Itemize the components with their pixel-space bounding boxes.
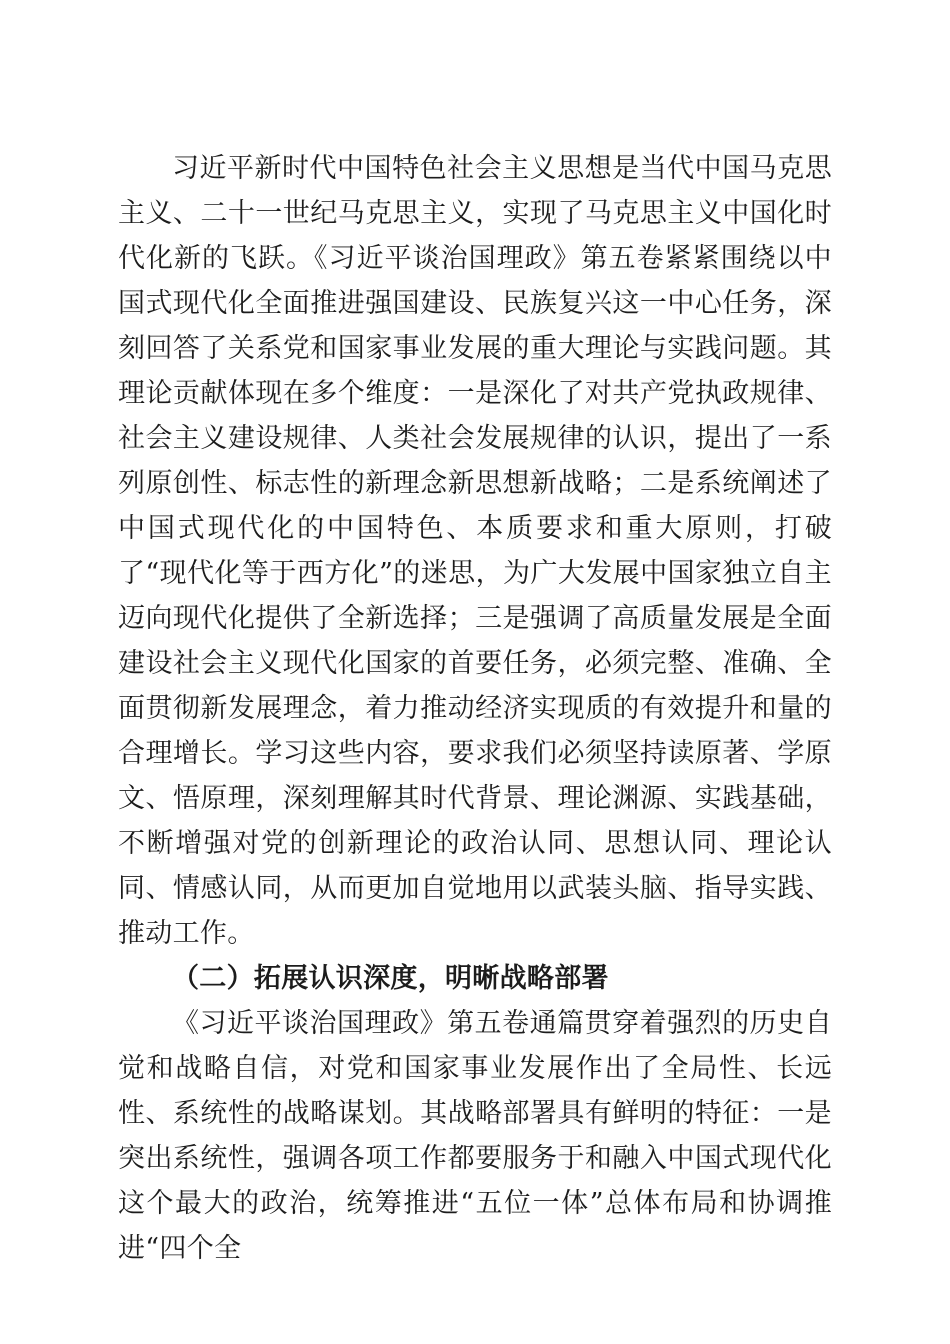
body-paragraph-2: 《习近平谈治国理政》第五卷通篇贯穿着强烈的历史自觉和战略自信，对党和国家事业发展作出了全局性、长远性、系统性的战略谋划。其战略部署具有鲜明的特征：一是突出系统性，强调各项工作都要服务于和融入中国式现代化这个最大的政治，统筹推进“五位一体”总体布局和协调推进“四个全 xyxy=(118,1008,832,1264)
body-paragraph-1: 习近平新时代中国特色社会主义思想是当代中国马克思主义、二十一世纪马克思主义，实现了马克思主义中国化时代化新的飞跃。《习近平谈治国理政》第五卷紧紧围绕以中国式现代化全面推进强国建设、民族复兴这一中心任务，深刻回答了关系党和国家事业发展的重大理论与实践问题。其理论贡献体现在多个维度：一是深化了对共产党执政规律、社会主义建设规律、人类社会发展规律的认识，提出了一系列原创性、标志性的新理念新思想新战略；二是系统阐述了中国式现代化的中国特色、本质要求和重大原则，打破了“现代化等于西方化”的迷思，为广大发展中国家独立自主迈向现代化提供了全新选择；三是强调了高质量发展是全面建设社会主义现代化国家的首要任务，必须完整、准确、全面贯彻新发展理念，着力推动经济实现质的有效提升和量的合理增长。学习这些内容，要求我们必须坚持读原著、学原文、悟原理，深刻理解其时代背景、理论渊源、实践基础，不断增强对党的创新理论的政治认同、思想认同、理论认同、情感认同，从而更加自觉地用以武装头脑、指导实践、推动工作。 xyxy=(118,153,832,949)
document-content xyxy=(118,146,832,1271)
section-heading: （二）拓展认识深度，明晰战略部署 xyxy=(172,963,609,994)
